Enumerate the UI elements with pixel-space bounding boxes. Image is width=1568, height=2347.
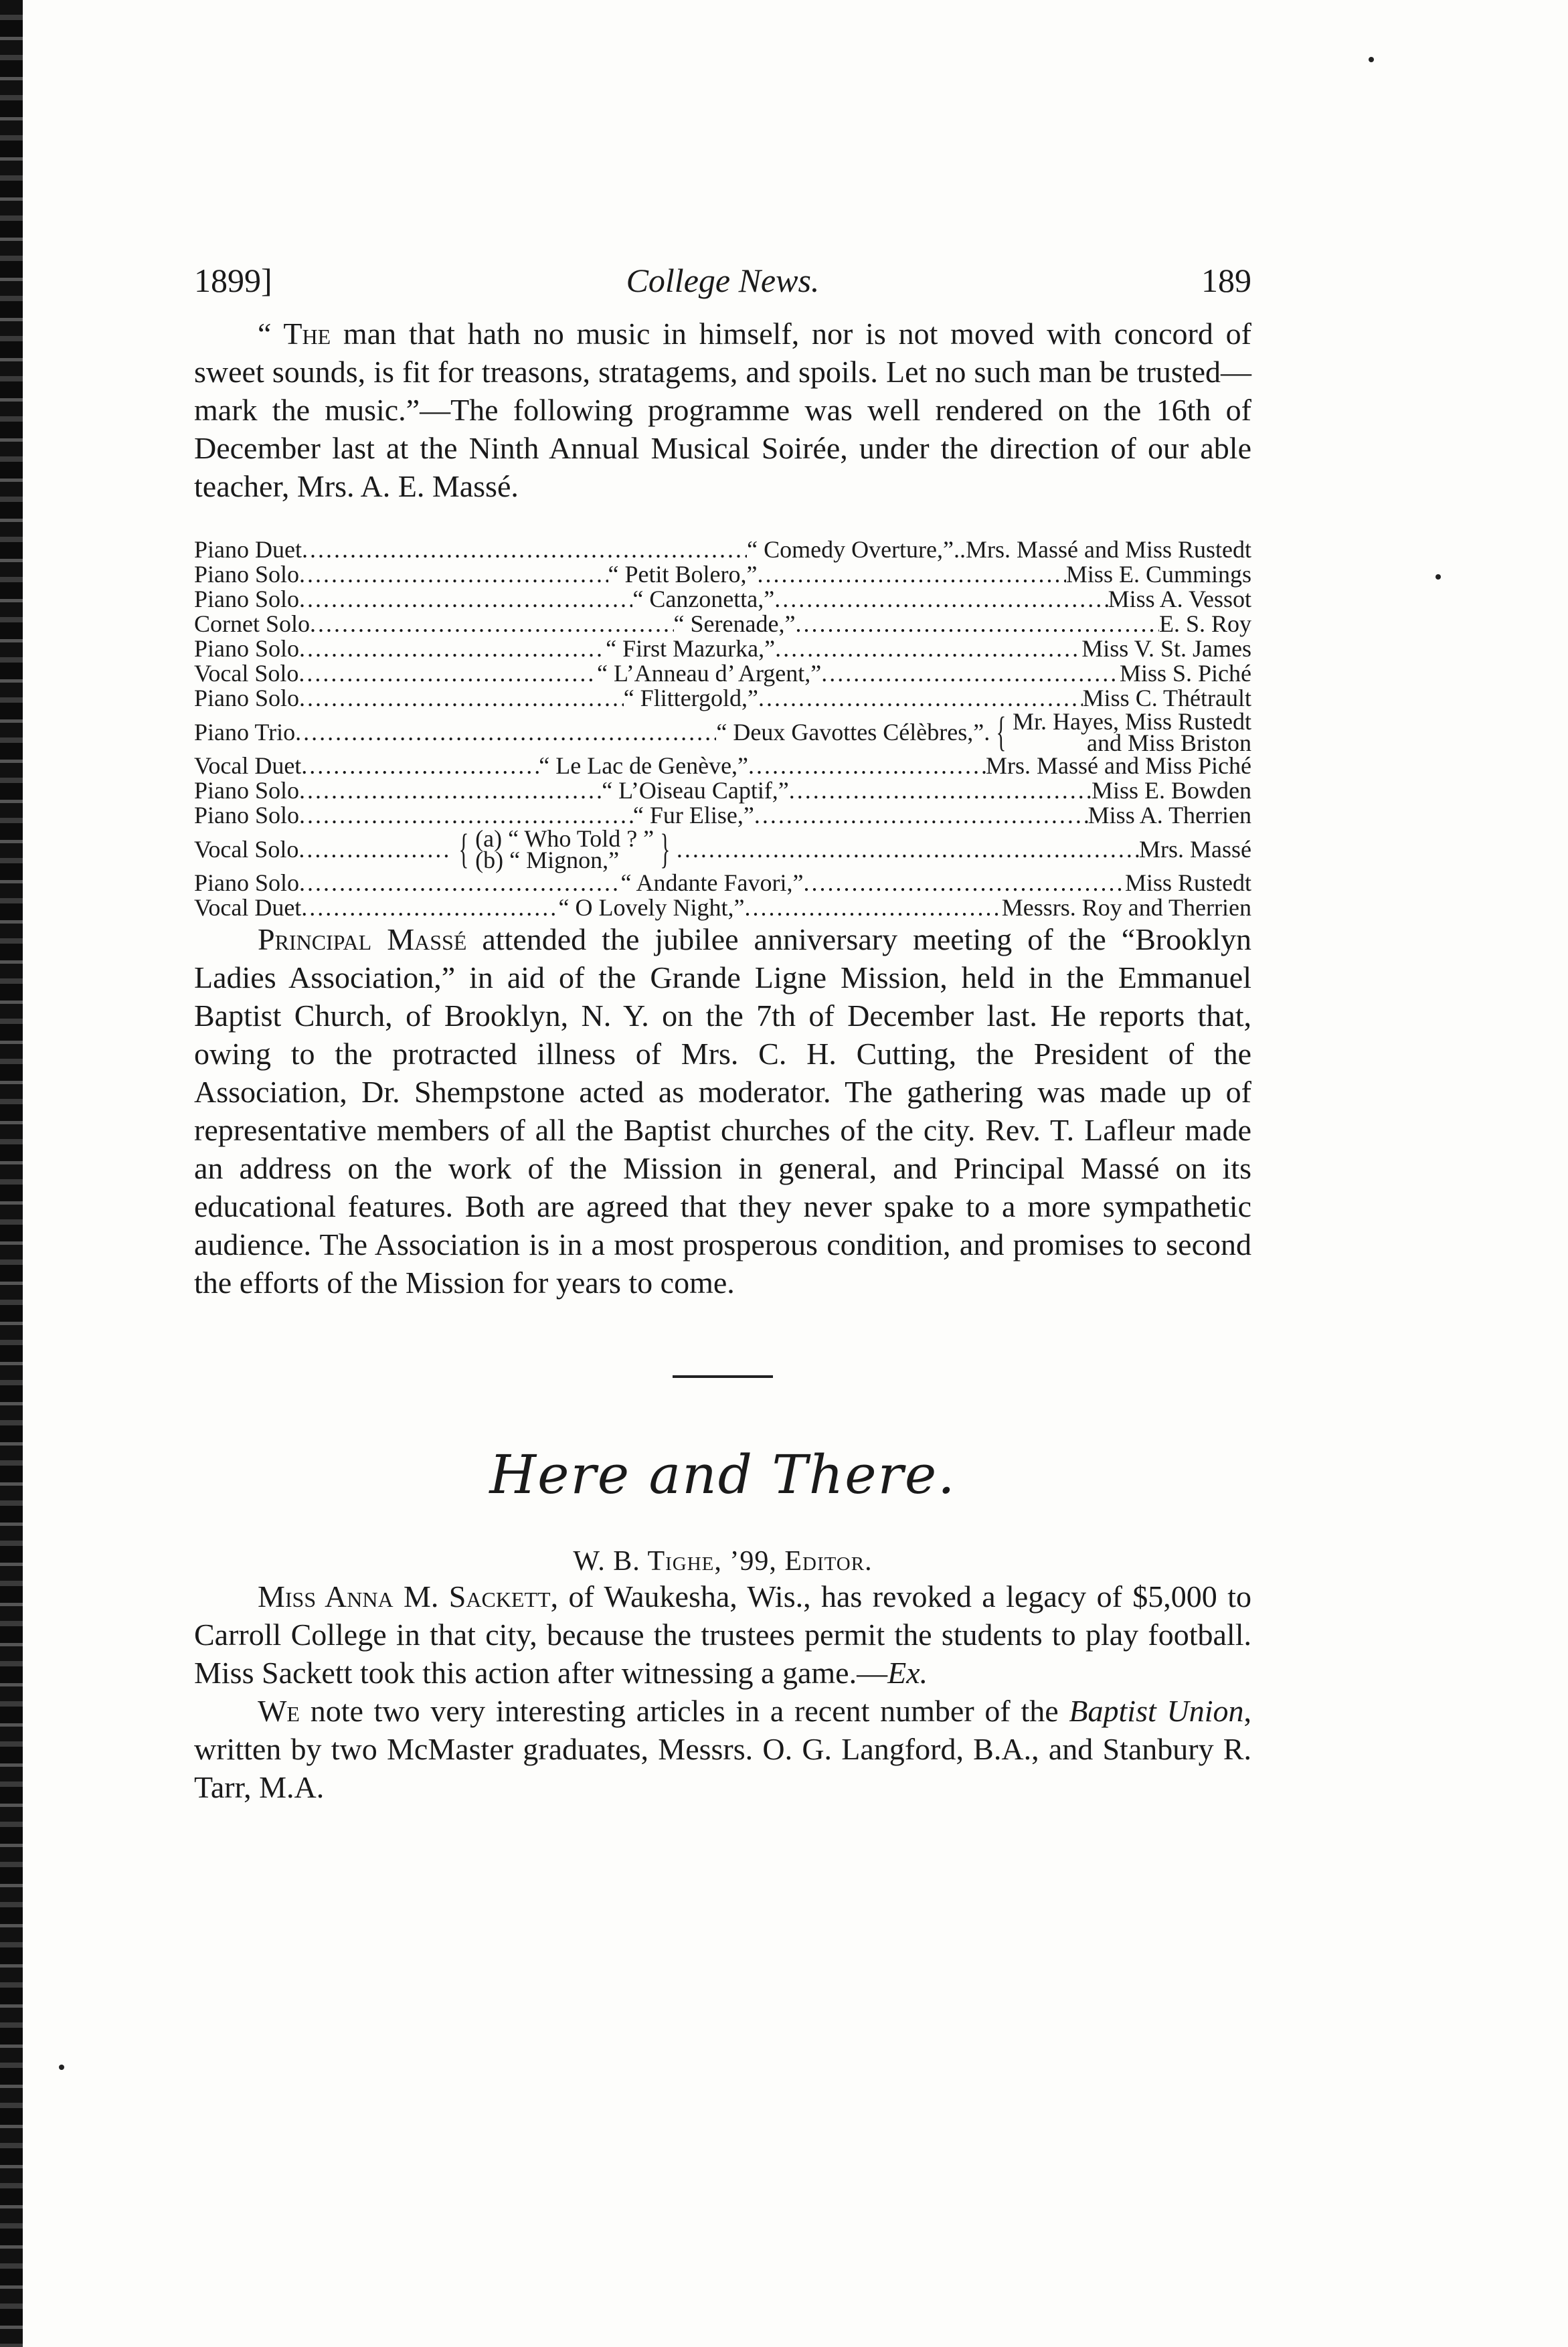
programme-piece: “ Andante Favori,” [620, 869, 804, 896]
principal-lead: Principal Massé [258, 922, 467, 956]
programme-row [194, 686, 1251, 711]
section-divider [673, 1375, 773, 1378]
header-year: 1899] [194, 262, 272, 299]
dot-leader [677, 837, 1139, 862]
principal-text: attended the jubilee anniversary meeting of the “Brooklyn Ladies Association,” in aid of the Grande Ligne Mission, held in the Emmanuel Baptist Church, of Brooklyn, N. Y. on the 7th of December last. He reports that, owing to the protracted illness of Mrs. C. H. Cutting, the President of the Association, Dr. Shempstone acted as moderator. The gathering was made up of representative members of all the Baptist churches of the city. Rev. T. Lafleur made an address on the work of the Mission in general, and Principal Massé on its educational features. Both are agreed that they never spake to a more sympathetic audience. The Association is in a most prosperous condition, and promises to second the efforts of the Mission for years to come. [194, 922, 1251, 1300]
programme-row [194, 803, 1251, 828]
programme-piece: (a) “ Who Told ? ” [475, 825, 655, 852]
ink-speck [1369, 57, 1374, 62]
programme-row [194, 587, 1251, 612]
programme-performer: Miss E. Bowden [1091, 777, 1251, 804]
programme-piece: “ Flittergold,” [623, 685, 758, 711]
brace-glyph: } [660, 827, 671, 872]
programme-performer-stack [1012, 708, 1251, 756]
header-page-number: 189 [1201, 262, 1251, 299]
principal-paragraph [194, 920, 1251, 1302]
programme-piece: “ O Lovely Night,” [558, 894, 745, 921]
dot-leader [301, 895, 558, 920]
programme-piece: “ Serenade,” [673, 610, 796, 637]
programme-performer: Miss A. Vessot [1108, 586, 1251, 612]
programme-piece: “ First Mazurka,” [606, 635, 776, 662]
programme-performer: Mrs. Massé and Miss Piché [986, 752, 1251, 779]
dot-leader [803, 871, 1125, 895]
news-lead: Miss Anna M. Sackett, [258, 1579, 559, 1614]
news-source: Ex. [887, 1656, 928, 1690]
dot-leader [757, 562, 1065, 587]
programme-piece-stack [475, 825, 655, 873]
ink-speck [1435, 574, 1441, 580]
programme-row [194, 708, 1251, 756]
programme-type: Piano Solo [194, 802, 300, 829]
news-text: of Waukesha, Wis., has revoked a legacy of $5,000 to Carroll College in that city, because the trustees permit the students to play football. Miss Sackett took this action after witnessing a game.— [194, 1579, 1251, 1690]
programme-type: Vocal Solo [194, 660, 299, 687]
header-title: College News. [626, 262, 820, 299]
news-item [194, 1692, 1251, 1806]
page [194, 261, 1251, 1806]
programme-piece: “ Petit Bolero,” [608, 561, 758, 588]
programme-piece: “ Canzonetta,” [632, 586, 775, 612]
programme-row [194, 562, 1251, 587]
programme-performer: Miss E. Cummings [1065, 561, 1251, 588]
programme-piece: “ Le Lac de Genève,” [539, 752, 749, 779]
programme-performer: Miss A. Therrien [1087, 802, 1251, 829]
running-header [194, 261, 1251, 315]
programme-piece: “ Fur Elise,” [632, 802, 754, 829]
programme-performer: Miss Rustedt [1124, 869, 1251, 896]
news-text: note two very interesting articles in a recent number of the [299, 1694, 1069, 1728]
dot-leader [744, 895, 1001, 920]
dot-leader [301, 754, 539, 778]
programme-performer: Mrs. Massé and Miss Rustedt [965, 536, 1251, 563]
programme-piece: “ L’Oiseau Captif,” [602, 777, 789, 804]
programme-type: Piano Solo [194, 777, 300, 804]
programme-type: Piano Solo [194, 635, 300, 662]
dot-leader [758, 686, 1083, 711]
programme-piece: “ Deux Gavottes Célèbres,”. [716, 718, 990, 746]
programme-row [194, 636, 1251, 661]
brace-glyph: { [458, 827, 469, 872]
intro-lead: “ The [258, 317, 331, 351]
news-publication: Baptist Union [1069, 1694, 1244, 1728]
programme-performer: Miss V. St. James [1081, 635, 1251, 662]
dot-leader [299, 636, 606, 661]
programme-row [194, 778, 1251, 803]
dot-leader [295, 720, 716, 745]
dot-leader [775, 636, 1081, 661]
programme-type: Piano Trio [194, 718, 296, 746]
programme-row [194, 754, 1251, 778]
programme-piece: (b) “ Mignon,” [475, 847, 620, 873]
concert-programme [194, 537, 1251, 920]
programme-row [194, 537, 1251, 562]
dot-leader [310, 612, 674, 636]
programme-row [194, 612, 1251, 636]
programme-type: Vocal Solo [194, 835, 299, 863]
dot-leader [821, 661, 1120, 686]
programme-performer: Mrs. Massé [1139, 835, 1251, 863]
ink-speck [59, 2065, 64, 2070]
intro-text: man that hath no music in himself, nor is not moved with concord of sweet sounds, is fit for treasons, stratagems, and spoils. Let no such man be trusted—mark the music.”—The following programme was well rendered on the 16th of December last at the Ninth Annual Musical Soirée, under the direction of our able teacher, Mrs. A. E. Massé. [194, 317, 1251, 503]
dot-leader [298, 837, 452, 862]
programme-type: Vocal Duet [194, 752, 302, 779]
dot-leader [299, 803, 633, 828]
news-lead: We [258, 1694, 300, 1728]
programme-type: Piano Solo [194, 586, 300, 612]
dot-leader [298, 661, 597, 686]
programme-performer: Messrs. Roy and Therrien [1001, 894, 1251, 921]
brace-glyph: { [996, 709, 1007, 755]
dot-leader [748, 754, 986, 778]
news-item [194, 1577, 1251, 1692]
dot-leader [299, 778, 602, 803]
binding-edge [0, 0, 23, 2347]
programme-type: Vocal Duet [194, 894, 302, 921]
programme-row [194, 871, 1251, 895]
programme-performer: E. S. Roy [1158, 610, 1251, 637]
programme-type: Piano Solo [194, 685, 300, 711]
section-title: Here and There. [489, 1444, 956, 1506]
programme-type: Cornet Solo [194, 610, 311, 637]
programme-row [194, 661, 1251, 686]
dot-leader [754, 803, 1088, 828]
programme-row [194, 825, 1251, 873]
intro-paragraph [194, 315, 1251, 505]
dot-leader [299, 587, 632, 612]
programme-row [194, 895, 1251, 920]
programme-performer: Miss S. Piché [1119, 660, 1251, 687]
programme-piece: “ Comedy Overture,”.. [747, 536, 966, 563]
programme-type: Piano Duet [194, 536, 302, 563]
programme-piece: “ L’Anneau d’ Argent,” [597, 660, 822, 687]
dot-leader [789, 778, 1092, 803]
news-text: , written by two McMaster graduates, Messrs. O. G. Langford, B.A., and Stanbury R. Tarr, M.A. [194, 1694, 1252, 1804]
programme-type: Piano Solo [194, 869, 300, 896]
section-editor: W. B. Tighe, ’99, Editor. [573, 1546, 873, 1577]
dot-leader [795, 612, 1159, 636]
programme-performer: Miss C. Thétrault [1082, 685, 1251, 711]
dot-leader [299, 562, 608, 587]
programme-type: Piano Solo [194, 561, 300, 588]
dot-leader [774, 587, 1108, 612]
programme-performer: and Miss Briston [1086, 729, 1251, 756]
dot-leader [302, 537, 747, 562]
programme-performer: Mr. Hayes, Miss Rustedt [1012, 708, 1251, 735]
dot-leader [299, 686, 624, 711]
dot-leader [299, 871, 621, 895]
